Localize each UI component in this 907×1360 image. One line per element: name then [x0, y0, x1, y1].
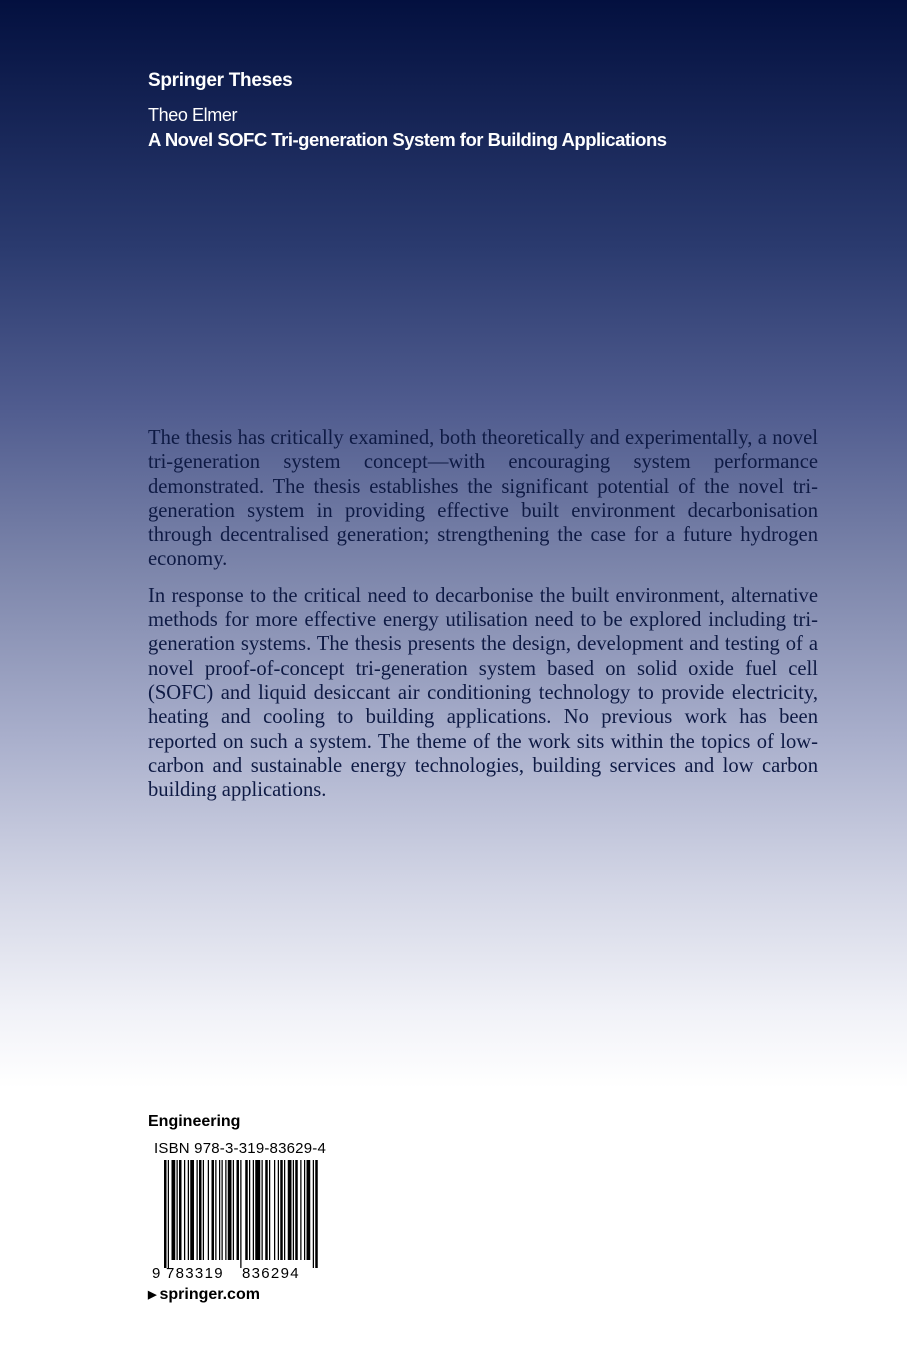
barcode-bar	[203, 1160, 204, 1260]
barcode-digits-left: 783319	[166, 1265, 224, 1280]
barcode-bar	[177, 1160, 178, 1260]
barcode-bar	[212, 1160, 215, 1260]
barcode-bar	[237, 1160, 240, 1260]
barcode-bar	[249, 1160, 250, 1260]
barcode-bar	[199, 1160, 202, 1260]
barcode-bar	[240, 1160, 241, 1268]
barcode-bar	[215, 1160, 216, 1260]
barcode-bar	[228, 1160, 232, 1260]
barcode-bar	[288, 1160, 292, 1260]
author-name: Theo Elmer	[148, 105, 238, 125]
barcode	[152, 1160, 322, 1280]
barcode-bar	[219, 1160, 220, 1260]
barcode-bar	[255, 1160, 260, 1260]
barcode-bar	[179, 1160, 182, 1260]
barcode-bar	[274, 1160, 275, 1260]
barcode-bar	[295, 1160, 298, 1260]
series-name: Springer Theses	[148, 70, 293, 91]
barcode-bar	[225, 1160, 226, 1260]
isbn-label: ISBN 978-3-319-83629-4	[154, 1140, 327, 1157]
barcode-digits-right: 836294	[242, 1265, 300, 1280]
barcode-bar	[269, 1160, 270, 1260]
arrow-right-icon: ▶	[148, 1289, 157, 1301]
barcode-bar	[172, 1160, 176, 1260]
barcode-bar	[168, 1160, 169, 1268]
barcode-bar	[293, 1160, 294, 1260]
barcode-bar	[313, 1160, 314, 1268]
barcode-bar	[190, 1160, 194, 1260]
barcode-bar	[265, 1160, 268, 1260]
barcode-digit-first: 9	[152, 1265, 161, 1280]
barcode-bar	[278, 1160, 279, 1260]
barcode-bar	[284, 1160, 285, 1260]
barcode-bar	[307, 1160, 311, 1260]
barcode-bar	[253, 1160, 254, 1260]
blurb-paragraph-2: In response to the critical need to decarbonise the built environment, alternative methods for more effective energy utilisation need to be explored including tri-generation systems. The thesis presents the design, development and testing of a novel proof-of-concept tri-generation system based on solid oxide fuel cell (SOFC) and liquid desiccant air conditioning technology to provide electricity, heating and cooling to building applications. No previous work has been reported on such a system. The theme of the work sits within the topics of low-carbon and sustainable energy technologies, building services and low carbon building applications.	[148, 584, 818, 802]
barcode-bars	[164, 1160, 318, 1268]
barcode-bar	[188, 1160, 189, 1260]
barcode-bar	[315, 1160, 318, 1268]
barcode-bar	[280, 1160, 283, 1260]
book-title: A Novel SOFC Tri-generation System for Building Applications	[148, 129, 667, 150]
blurb-paragraph-1: The thesis has critically examined, both theoretically and experimentally, a novel tri-generation system concept—with encouraging system performance demonstrated. The thesis establishes the significant potential of the novel tri-generation system in providing effective built environment decarbonisation through decentralised generation; strengthening the case for a future hydrogen economy.	[148, 427, 818, 571]
barcode-bar	[164, 1160, 167, 1268]
barcode-bar	[233, 1160, 234, 1260]
barcode-bar	[184, 1160, 185, 1260]
barcode-bar	[222, 1160, 223, 1260]
barcode-bar	[300, 1160, 301, 1260]
website-label: springer.com	[159, 1286, 260, 1303]
barcode-bar	[262, 1160, 263, 1260]
website-link[interactable]	[148, 1286, 260, 1304]
barcode-bar	[245, 1160, 248, 1260]
barcode-bar	[208, 1160, 209, 1260]
blurb	[148, 426, 818, 814]
barcode-bar	[197, 1160, 198, 1260]
subject-category: Engineering	[148, 1113, 241, 1130]
barcode-bar	[304, 1160, 305, 1260]
